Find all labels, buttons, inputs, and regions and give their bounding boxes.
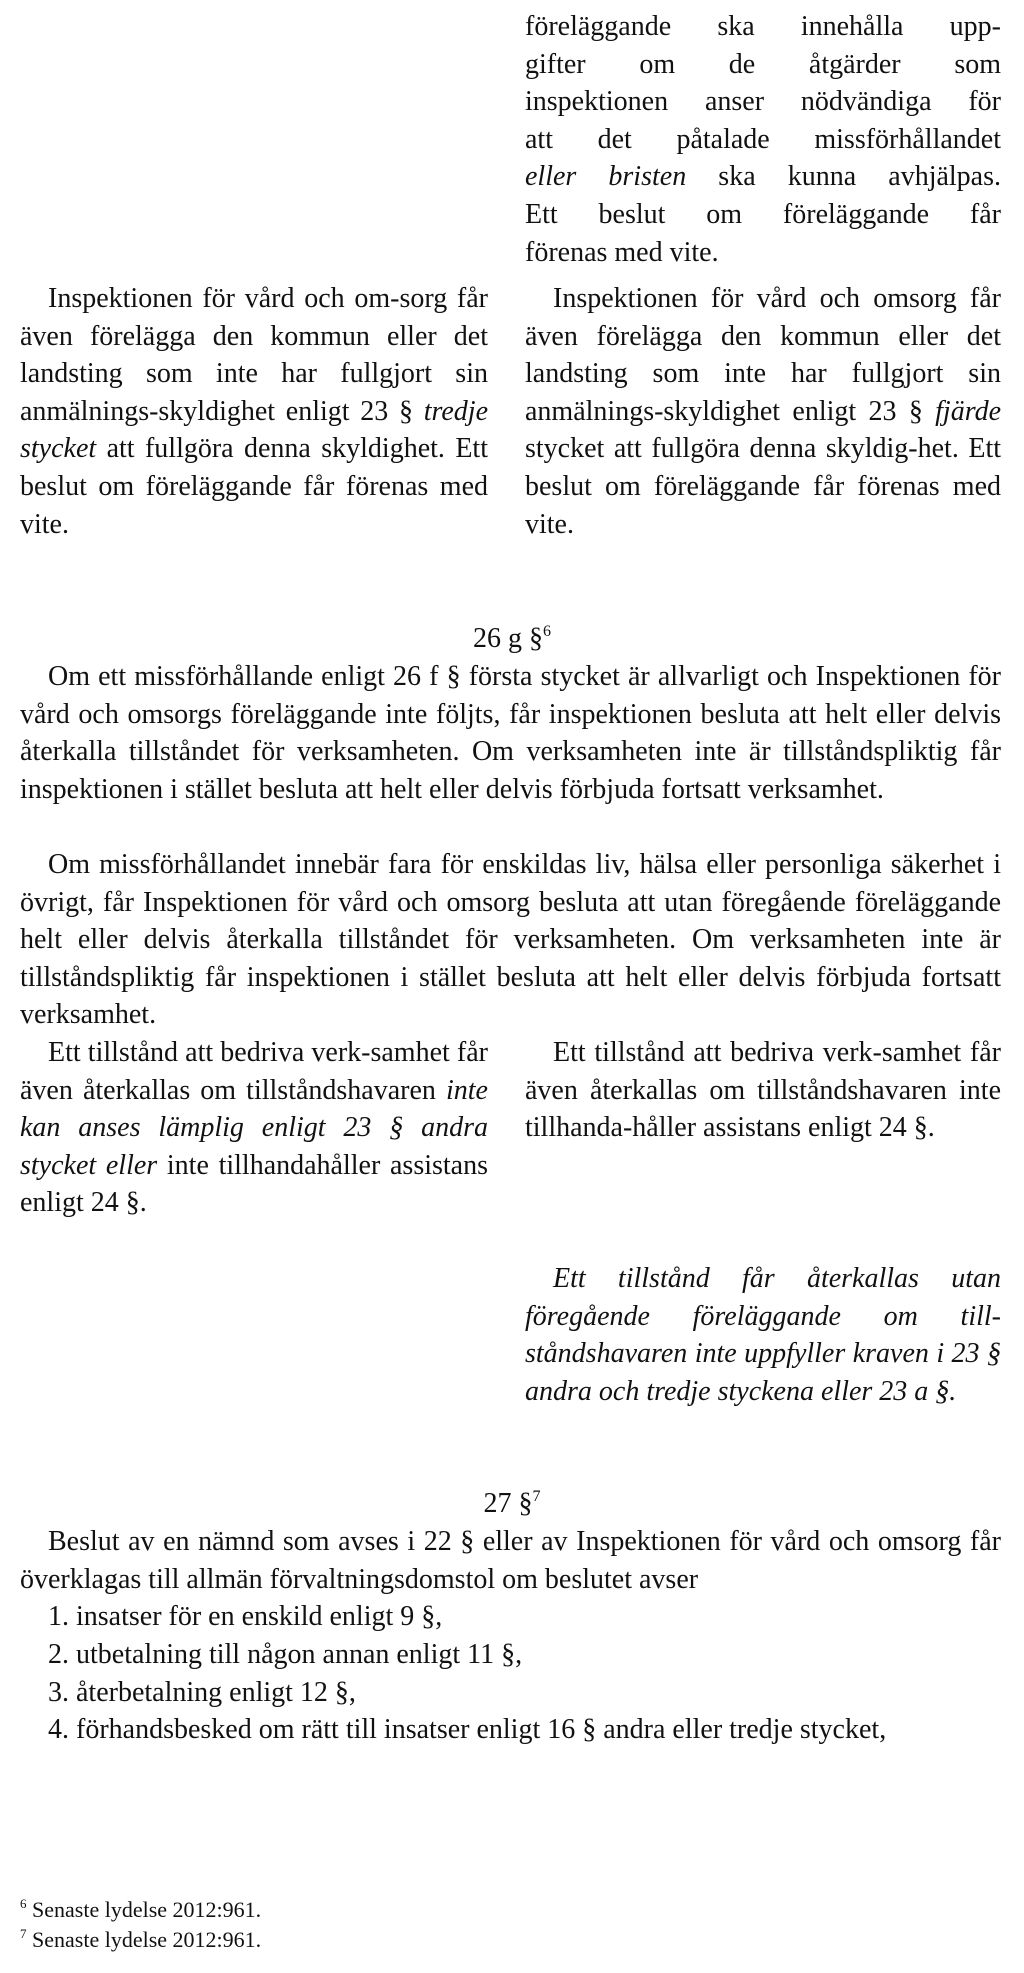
text-line [525, 158, 1001, 196]
footnote-text: Senaste lydelse 2012:961. [32, 1927, 262, 1952]
footnote-number: 7 [20, 1926, 27, 1941]
text-span: att fullgöra denna skyldighet. Ett beslut om föreläggande får förenas med vite. [20, 433, 488, 540]
top-right-continuation [525, 8, 1001, 271]
list-item: 4. förhandsbesked om rätt till insatser enligt 16 § andra eller tredje stycket, [48, 1714, 887, 1745]
text-line: gifter om de åtgärder som [525, 48, 1001, 80]
italic-text: eller bristen [525, 161, 687, 193]
heading-text: 27 § [483, 1488, 533, 1519]
footnote-ref: 6 [543, 623, 551, 640]
section-heading-26g [0, 620, 1024, 658]
footnote [20, 1925, 261, 1955]
italic-text: inte kan anses lämplig enligt 23 § andra stycket eller [20, 1074, 488, 1181]
footnote [20, 1895, 261, 1925]
list-item: 1. insatser för en enskild enligt 9 §, [48, 1601, 443, 1632]
list-item: 3. återbetalning enligt 12 §, [48, 1677, 356, 1708]
paragraph-right-2: Ett tillstånd att bedriva verk-samhet får även återkallas om tillståndshavaren inte tillhanda-håller assistans enligt 24 §. [525, 1037, 1001, 1144]
italic-text: fjärde [935, 395, 1001, 427]
footnote-number: 6 [20, 1896, 27, 1911]
text-span: Ett tillstånd att bedriva verk-samhet får även återkallas om tillståndshavaren [20, 1037, 488, 1106]
footnote-ref: 7 [532, 1488, 541, 1505]
section-heading-27 [0, 1485, 1024, 1523]
footnote-text: Senaste lydelse 2012:961. [32, 1897, 262, 1922]
text-span: stycket att fullgöra denna skyldig-het. Ett beslut om föreläggande får förenas med vite. [525, 433, 1001, 540]
text-line: inspektionen anser nödvändiga för [525, 86, 1001, 118]
paragraph-right-1 [525, 280, 1001, 543]
text-span: inte tillhandahåller assistans enligt 24 §. [20, 1149, 488, 1219]
section-26g-paragraph-1: Om ett missförhållande enligt 26 f § första stycket är allvarligt och Inspektionen för vård och omsorgs föreläggande inte följts, får inspektionen besluta att helt eller delvis återkalla tillståndet för verksamheten. Om verksamheten inte är tillståndspliktig får inspektionen i stället besluta att helt eller delvis förbjuda fortsatt verksamhet. [20, 661, 1001, 805]
italic-text: tredje stycket [20, 395, 488, 465]
paragraph-left-1 [20, 280, 488, 543]
heading-text: 26 g § [473, 623, 543, 654]
section-26g-paragraph-2: Om missförhållandet innebär fara för enskildas liv, hälsa eller personliga säkerhet i övrigt, får Inspektionen för vård och omsorg besluta att utan föregående föreläggande helt eller delvis återkalla tillståndet för verksamheten. Om verksamheten inte är tillståndspliktig får inspektionen i stället besluta att helt eller delvis förbjuda fortsatt verksamhet. [20, 849, 1001, 1031]
section-27-intro: Beslut av en nämnd som avses i 22 § eller av Inspektionen för vård och omsorg får överklagas till allmän förvaltningsdomstol om beslutet avser [20, 1526, 1001, 1595]
text-line: förenas med vite. [525, 236, 719, 268]
list-item: 2. utbetalning till någon annan enligt 11 §, [48, 1639, 523, 1670]
paragraph-right-3: Ett tillstånd får återkallas utan föregående föreläggande om till-ståndshavaren inte uppfyller kraven i 23 § andra och tredje styckena eller 23 a §. [525, 1263, 1001, 1407]
text-line: att det påtalade missförhållandet [525, 123, 1001, 155]
text-line: Ett beslut om föreläggande får [525, 198, 1001, 230]
text-line: föreläggande ska innehålla upp- [525, 11, 1001, 42]
text-span: ska kunna avhjälpas. [686, 161, 1001, 193]
text-span: Inspektionen för vård och om-sorg får även förelägga den kommun eller det landsting som inte har fullgjort sin anmälnings-skyldighet enligt 23 § [20, 283, 488, 427]
text-span: Inspektionen för vård och omsorg får även förelägga den kommun eller det landsting som inte har fullgjort sin anmälnings-skyldighet enligt 23 § [525, 283, 1001, 427]
paragraph-left-2 [20, 1034, 488, 1222]
